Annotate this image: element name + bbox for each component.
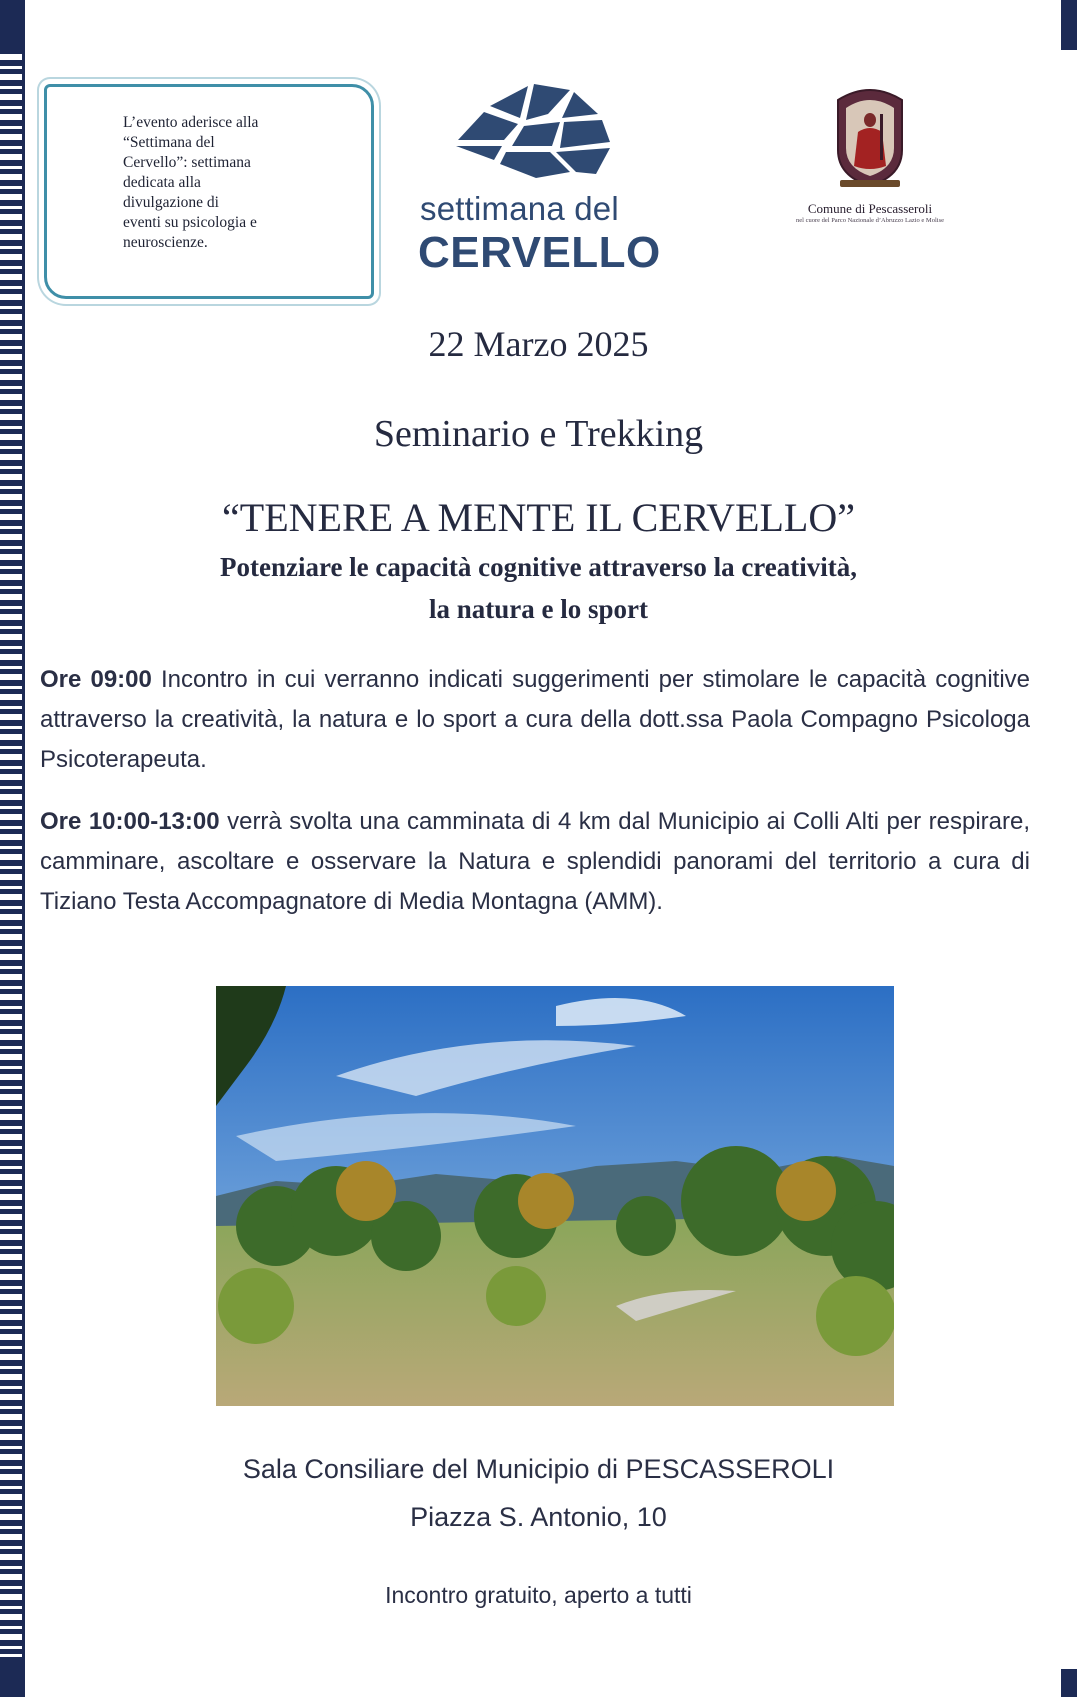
info-line: “Settimana del <box>123 134 215 151</box>
venue-name: Sala Consiliare del Municipio di PESCASSEROLI <box>242 1454 835 1484</box>
schedule-item <box>40 660 1030 780</box>
decorative-corner-top-left <box>0 0 24 52</box>
comune-subtitle: nel cuore del Parco Nazionale d’Abruzzo Lazio e Molise <box>796 217 944 224</box>
event-type: Seminario e Trekking <box>373 413 704 455</box>
municipal-crest-icon <box>832 80 908 192</box>
info-line: eventi su psicologia e <box>123 214 257 231</box>
event-date: 22 Marzo 2025 <box>428 324 649 364</box>
info-line: divulgazione di <box>123 194 219 211</box>
decorative-corner-bottom-right <box>1061 1669 1077 1697</box>
decorative-corner-top-right <box>1061 0 1077 50</box>
info-line: dedicata alla <box>123 174 201 191</box>
tagline-line: Potenziare le capacità cognitive attraverso la creatività, <box>219 552 858 582</box>
schedule-time: Ore 09:00 <box>40 666 152 693</box>
schedule-item <box>40 802 1030 922</box>
info-line: Cervello”: settimana <box>123 154 251 171</box>
info-box <box>44 84 374 299</box>
venue-address: Piazza S. Antonio, 10 <box>410 1502 667 1532</box>
comune-name: Comune di Pescasseroli <box>807 201 933 216</box>
info-text <box>123 113 323 253</box>
tagline-line: la natura e lo sport <box>429 594 648 624</box>
decorative-corner-bottom-left <box>0 1657 24 1697</box>
admission-note: Incontro gratuito, aperto a tutti <box>385 1582 692 1608</box>
brand-name-small: settimana del <box>420 190 619 227</box>
schedule-text: verrà svolta una camminata di 4 km dal Municipio ai Colli Alti per respirare, camminare, ascoltare e osservare la Natura e splendidi panorami del territorio a cura di Tiziano Testa Accompagnatore di Media Montagna (AMM). <box>40 808 1031 915</box>
schedule-text: Incontro in cui verranno indicati suggerimenti per stimolare le capacità cognitive attraverso la creatività, la natura e lo sport a cura della dott.ssa Paola Compagno Psicologa Psicoterapeuta. <box>40 666 1030 773</box>
info-line: neuroscienze. <box>123 234 208 251</box>
event-title: “TENERE A MENTE IL CERVELLO” <box>222 495 855 540</box>
decorative-right-border <box>1061 0 1077 1697</box>
info-line: L’evento aderisce alla <box>123 114 259 131</box>
schedule-time: Ore 10:00-13:00 <box>40 808 220 835</box>
brain-logo-icon <box>450 78 620 198</box>
brand-name-big: CERVELLO <box>418 228 661 277</box>
event-tagline <box>0 546 1077 630</box>
decorative-left-border <box>0 0 25 1697</box>
landscape-photo <box>216 986 894 1406</box>
